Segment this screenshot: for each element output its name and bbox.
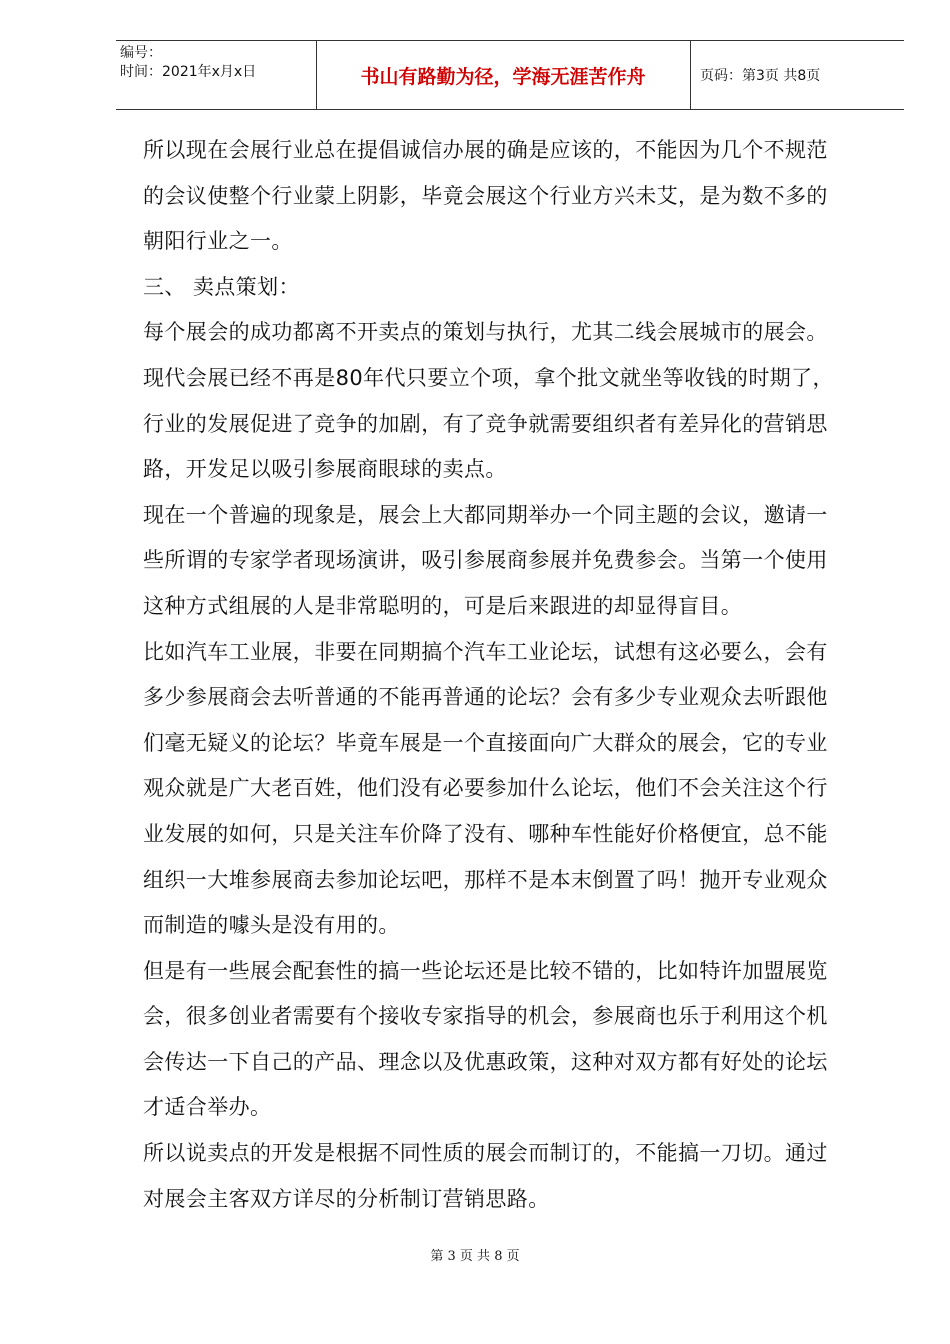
body-text-line: 组织一大堆参展商去参加论坛吧，那样不是本末倒置了吗！抛开专业观众: [143, 867, 828, 892]
time-label: 时间：2021年x月x日: [120, 64, 257, 80]
header-divider-right: [690, 41, 691, 109]
header-meta: [120, 44, 316, 82]
body-text-line: 现在一个普遍的现象是，展会上大都同期举办一个同主题的会议，邀请一: [143, 502, 828, 527]
header-motto: 书山有路勤为径，学海无涯苦作舟: [360, 65, 646, 88]
body-text-line: 会，很多创业者需要有个接收专家指导的机会，参展商也乐于利用这个机: [143, 1004, 828, 1029]
body-text-line: 但是有一些展会配套性的搞一些论坛还是比较不错的，比如特许加盟展览: [143, 958, 828, 983]
body-text-line: 所以说卖点的开发是根据不同性质的展会而制订的，不能搞一刀切。通过: [143, 1141, 828, 1166]
body-text-line: 所以现在会展行业总在提倡诚信办展的确是应该的，不能因为几个不规范: [143, 138, 828, 162]
document-header: [116, 40, 904, 110]
body-text-line: 三、 卖点策划：: [143, 274, 300, 299]
body-text-line: 多少参展商会去听普通的不能再普通的论坛？会有多少专业观众去听跟他: [143, 685, 828, 710]
body-text-line: 每个展会的成功都离不开卖点的策划与执行，尤其二线会展城市的展会。: [143, 320, 828, 345]
page-footer: 第 3 页 共 8 页: [430, 1249, 520, 1264]
body-text-line: 的会议使整个行业蒙上阴影，毕竟会展这个行业方兴未艾，是为数不多的: [143, 183, 828, 208]
body-text-line: 比如汽车工业展，非要在同期搞个汽车工业论坛，试想有这必要么，会有: [143, 639, 828, 664]
header-page-info: 页码：第3页 共8页: [700, 68, 821, 84]
body-text-line: 观众就是广大老百姓，他们没有必要参加什么论坛，他们不会关注这个行: [143, 776, 828, 801]
body-text-line: 朝阳行业之一。: [143, 229, 293, 254]
body-text-line: 现代会展已经不再是80年代只要立个项，拿个批文就坐等收钱的时期了，: [143, 365, 834, 390]
body-text-line: 路，开发足以吸引参展商眼球的卖点。: [143, 457, 507, 482]
body-text-line: 业发展的如何，只是关注车价降了没有、哪种车性能好价格便宜，总不能: [143, 821, 828, 846]
body-text-line: 们毫无疑义的论坛？毕竟车展是一个直接面向广大群众的展会，它的专业: [143, 730, 828, 755]
body-text-line: 才适合举办。: [143, 1095, 272, 1120]
body-text-line: 对展会主客双方详尽的分析制订营销思路。: [143, 1186, 550, 1211]
body-text-line: 会传达一下自己的产品、理念以及优惠政策，这种对双方都有好处的论坛: [143, 1049, 828, 1074]
document-body: [143, 128, 863, 1222]
body-text-line: 行业的发展促进了竞争的加剧，有了竞争就需要组织者有差异化的营销思: [143, 411, 828, 436]
body-text-line: 而制造的噱头是没有用的。: [143, 913, 400, 938]
body-text-line: 这种方式组展的人是非常聪明的，可是后来跟进的却显得盲目。: [143, 593, 743, 618]
number-label: 编号：: [120, 45, 162, 61]
body-text-line: 些所谓的专家学者现场演讲，吸引参展商参展并免费参会。当第一个使用: [143, 548, 828, 573]
